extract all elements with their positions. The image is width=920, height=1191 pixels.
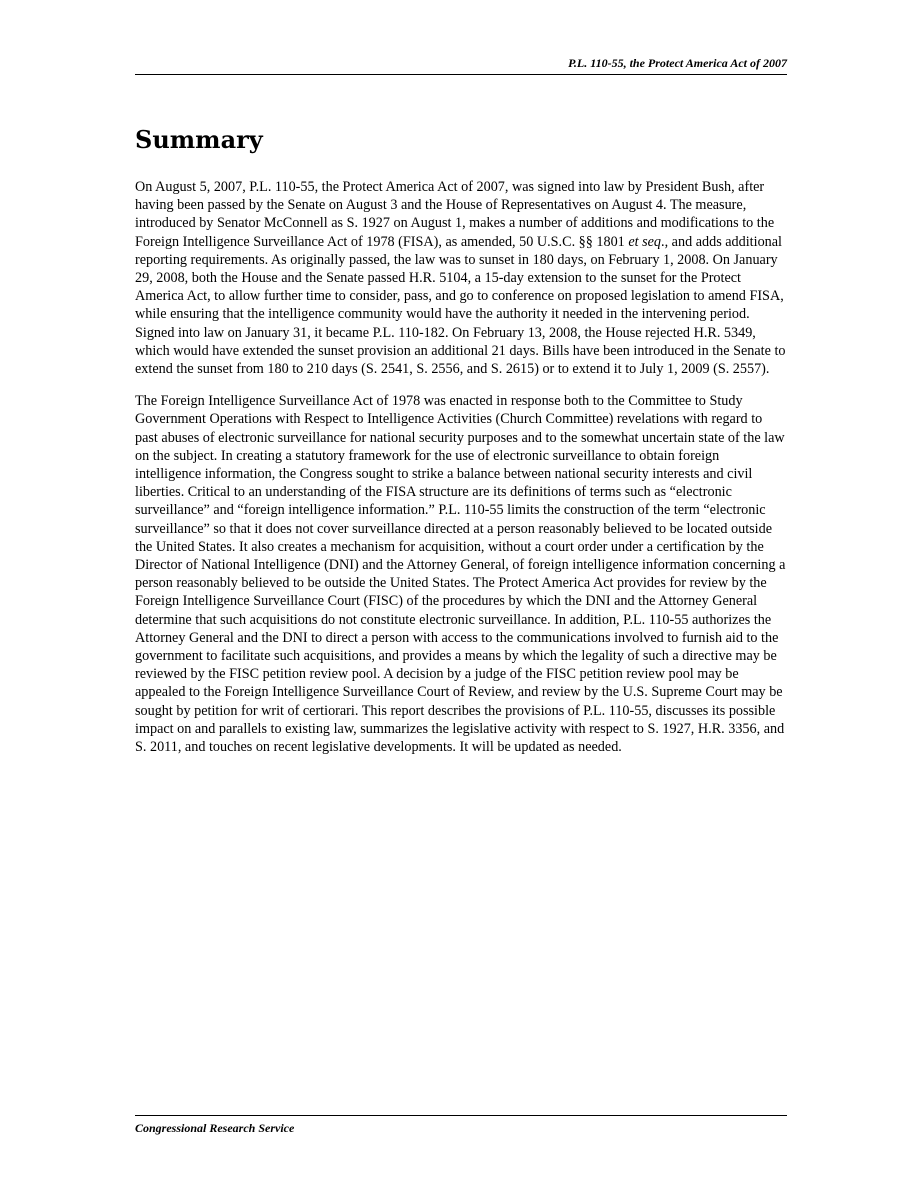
page-title: Summary <box>135 125 263 154</box>
summary-paragraph-1-part-b: ., and adds additional reporting requirements. As originally passed, the law was to sunset in 180 days, on February 1, 2008. On January 29, 2008, both the House and the Senate passed H.R. 5104, a 15-day extension to the sunset for the Protect America Act, to allow further time to consider, pass, and go to conference on proposed legislation to amend FISA, while ensuring that the intelligence community would have the authority it needed in the intervening period. Signed into law on January 31, it became P.L. 110-182. On February 13, 2008, the House rejected H.R. 5349, which would have extended the sunset provision an additional 21 days. Bills have been introduced in the Senate to extend the sunset from 180 to 210 days (S. 2541, S. 2556, and S. 2615) or to extend it to July 1, 2009 (S. 2557). <box>135 233 786 378</box>
running-header-title: P.L. 110-55, the Protect America Act of 2007 <box>568 56 787 70</box>
summary-body <box>135 178 787 770</box>
summary-paragraph-1-part-a: On August 5, 2007, P.L. 110-55, the Protect America Act of 2007, was signed into law by President Bush, after having been passed by the Senate on August 3 and the House of Representatives on August 4. The measure, introduced by Senator McConnell as S. 1927 on August 1, makes a number of additions and modifications to the Foreign Intelligence Surveillance Act of 1978 (FISA), as amended, 50 U.S.C. §§ 1801 <box>135 179 775 250</box>
summary-paragraph-1 <box>135 178 787 378</box>
running-header <box>135 56 787 75</box>
running-footer <box>135 1115 787 1135</box>
summary-paragraph-1-italic: et seq <box>628 233 662 250</box>
footer-publisher: Congressional Research Service <box>135 1121 295 1135</box>
summary-paragraph-2: The Foreign Intelligence Surveillance Act of 1978 was enacted in response both to the Committee to Study Government Operations with Respect to Intelligence Activities (Church Committee) revelations with regard to past abuses of electronic surveillance for national security purposes and to the somewhat uncertain state of the law on the subject. In creating a statutory framework for the use of electronic surveillance to obtain foreign intelligence information, the Congress sought to strike a balance between national security interests and civil liberties. Critical to an understanding of the FISA structure are its definitions of terms such as “electronic surveillance” and “foreign intelligence information.” P.L. 110-55 limits the construction of the term “electronic surveillance” so that it does not cover surveillance directed at a person reasonably believed to be located outside the United States. It also creates a mechanism for acquisition, without a court order under a certification by the Director of National Intelligence (DNI) and the Attorney General, of foreign intelligence information concerning a person reasonably believed to be outside the United States. The Protect America Act provides for review by the Foreign Intelligence Surveillance Court (FISC) of the procedures by which the DNI and the Attorney General determine that such acquisitions do not constitute electronic surveillance. In addition, P.L. 110-55 authorizes the Attorney General and the DNI to direct a person with access to the communications involved to furnish aid to the government to facilitate such acquisitions, and provides a means by which the legality of such a directive may be reviewed by the FISC petition review pool. A decision by a judge of the FISC petition review pool may be appealed to the Foreign Intelligence Surveillance Court of Review, and review by the U.S. Supreme Court may be sought by petition for writ of certiorari. This report describes the provisions of P.L. 110-55, discusses its possible impact on and parallels to existing law, summarizes the legislative activity with respect to S. 1927, H.R. 3356, and S. 2011, and touches on recent legislative developments. It will be updated as needed. <box>135 393 786 756</box>
